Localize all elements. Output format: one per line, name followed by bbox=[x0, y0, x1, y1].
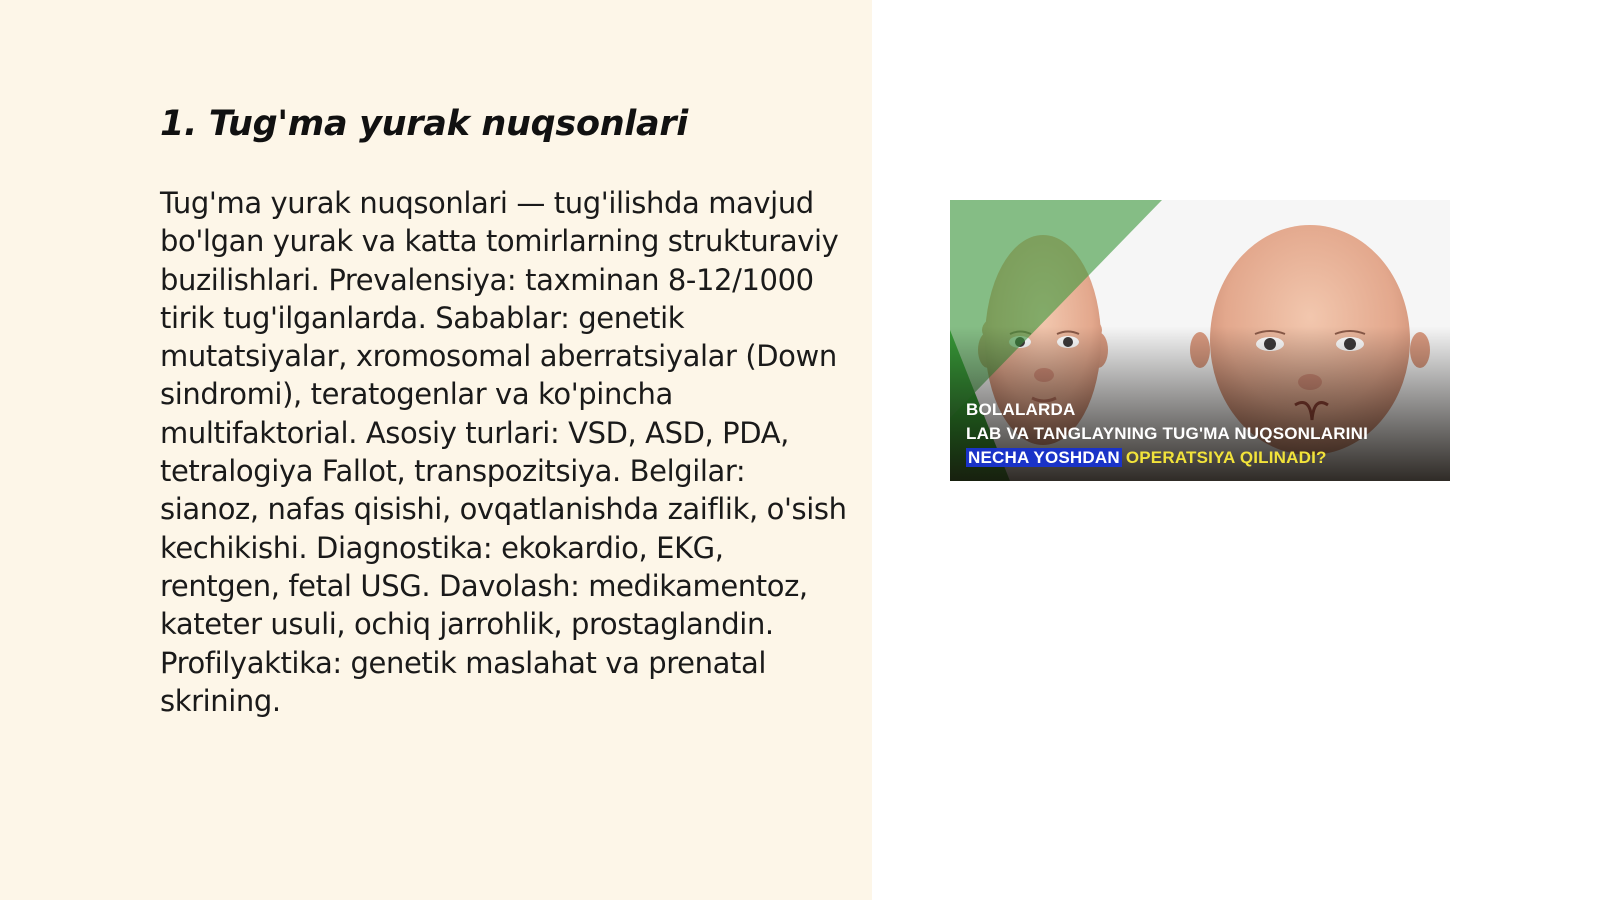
thumbnail-caption bbox=[966, 398, 1368, 470]
caption-rest: OPERATSIYA QILINADI? bbox=[1125, 448, 1327, 467]
video-thumbnail bbox=[950, 200, 1450, 481]
slide-title: 1. Tug'ma yurak nuqsonlari bbox=[160, 104, 688, 144]
caption-line-1: BOLALARDA bbox=[966, 400, 1076, 419]
caption-line-3 bbox=[966, 446, 1368, 470]
caption-line-2: LAB VA TANGLAYNING TUG'MA NUQSONLARINI bbox=[966, 424, 1369, 443]
slide-body-text: Tug'ma yurak nuqsonlari — tug'ilishda mavjud bo'lgan yurak va katta tomirlarning strukturaviy buzilishlari. Prevalensiya: taxminan 8-12/1000 tirik tug'ilganlarda. Sabablar: genetik mutatsiyalar, xromosomal aberratsiyalar (Down sindromi), teratogenlar va ko'pincha multifaktorial. Asosiy turlari: VSD, ASD, PDA, tetralogiya Fallot, transpozitsiya. Belgilar: sianoz, nafas qisishi, ovqatlanishda zaiflik, o'sish kechikishi. Diagnostika: ekokardio, EKG, rentgen, fetal USG. Davolash: medikamentoz, kateter usuli, ochiq jarrohlik, prostaglandin. Profilyaktika: genetik maslahat va prenatal skrining. bbox=[160, 186, 847, 718]
caption-highlight: NECHA YOSHDAN bbox=[968, 448, 1120, 467]
